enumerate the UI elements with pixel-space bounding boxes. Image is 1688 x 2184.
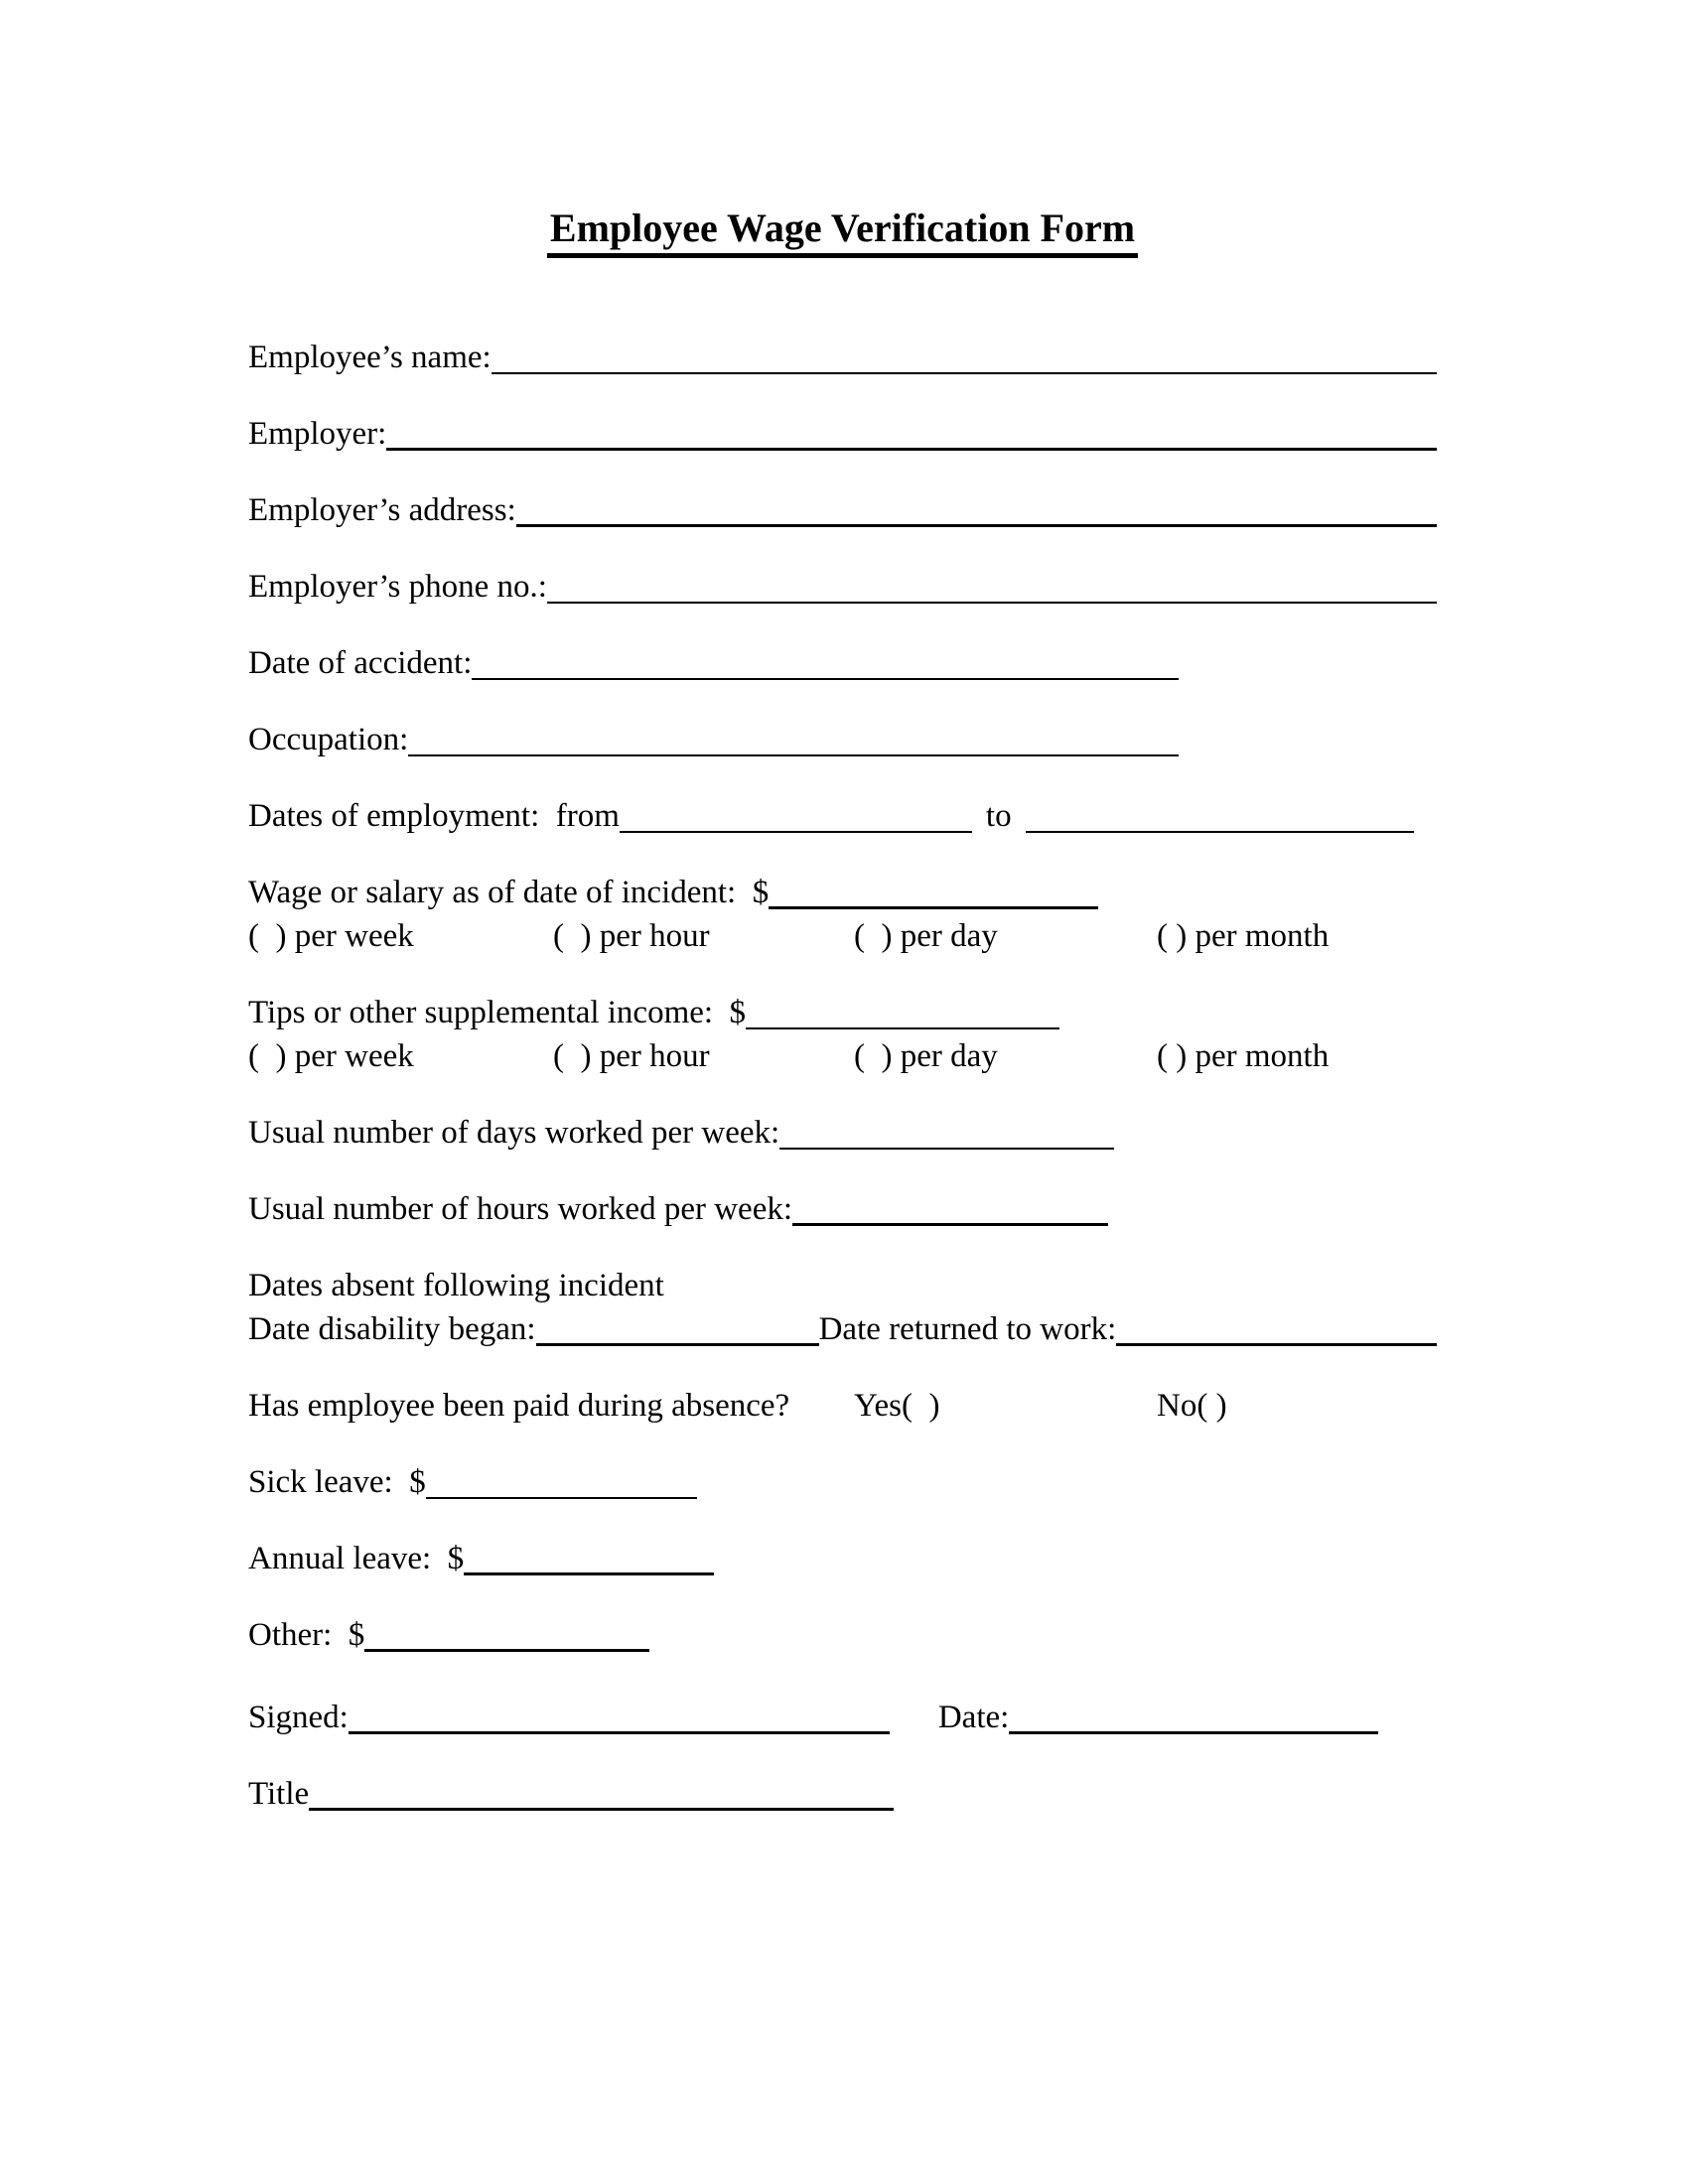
dates-of-employment-label: Dates of employment: from: [248, 798, 620, 834]
days-per-week-label: Usual number of days worked per week:: [248, 1115, 780, 1151]
tips-row: [248, 991, 1437, 1034]
employer-address-line: [516, 524, 1437, 527]
employer-label: Employer:: [248, 416, 387, 452]
employee-name-label: Employee’s name:: [248, 340, 492, 375]
occupation-line: [408, 754, 1179, 756]
employer-phone-row: [248, 565, 1437, 609]
date-of-accident-row: [248, 641, 1179, 685]
hours-per-week-line: [792, 1223, 1108, 1226]
sick-leave-label: Sick leave: $: [248, 1464, 426, 1500]
yes-checkbox-label: Yes( ): [854, 1388, 940, 1424]
other-line: [364, 1649, 649, 1652]
employment-from-line: [620, 831, 972, 833]
annual-leave-label: Annual leave: $: [248, 1541, 465, 1576]
employer-line: [386, 448, 1437, 451]
tips-per-week-checkbox-label: ( ) per week: [248, 1038, 414, 1074]
wage-period-options-row: [248, 914, 1437, 958]
date-label: Date:: [937, 1700, 1010, 1735]
employer-row: [248, 412, 1437, 456]
tips-per-month-checkbox-label: ( ) per month: [1157, 1038, 1330, 1074]
employer-phone-line: [547, 602, 1437, 604]
title-field-label: Title: [248, 1776, 310, 1812]
disability-began-line: [536, 1343, 819, 1346]
annual-leave-line: [464, 1572, 714, 1575]
date-line: [1009, 1731, 1378, 1734]
tips-label: Tips or other supplemental income: $: [248, 995, 747, 1030]
tips-per-day-checkbox-label: ( ) per day: [854, 1038, 998, 1074]
dates-absent-heading-row: [248, 1264, 1437, 1307]
other-label: Other: $: [248, 1617, 365, 1653]
hours-per-week-label: Usual number of hours worked per week:: [248, 1191, 793, 1227]
wage-row: [248, 871, 1437, 914]
date-of-accident-label: Date of accident:: [248, 645, 473, 681]
employer-address-row: [248, 488, 1437, 532]
disability-dates-row: [248, 1307, 1437, 1351]
wage-label: Wage or salary as of date of incident: $: [248, 875, 770, 910]
returned-to-work-label: Date returned to work:: [818, 1311, 1117, 1347]
signed-label: Signed:: [248, 1700, 349, 1735]
tips-per-hour-checkbox-label: ( ) per hour: [553, 1038, 710, 1074]
occupation-row: [248, 718, 1179, 761]
tips-period-options-row: [248, 1034, 1437, 1078]
wage-per-day-checkbox-label: ( ) per day: [854, 918, 998, 954]
wage-line: [769, 906, 1098, 909]
sick-leave-row: [248, 1460, 1437, 1504]
employment-to-line: [1026, 831, 1414, 833]
date-of-accident-line: [472, 678, 1179, 680]
employee-name-line: [492, 372, 1437, 374]
dates-of-employment-to-label: to: [985, 798, 1012, 834]
disability-began-label: Date disability began:: [248, 1311, 536, 1347]
signed-line: [349, 1731, 890, 1734]
annual-leave-row: [248, 1537, 1437, 1580]
returned-to-work-line: [1116, 1343, 1437, 1346]
wage-per-hour-checkbox-label: ( ) per hour: [553, 918, 710, 954]
wage-per-week-checkbox-label: ( ) per week: [248, 918, 414, 954]
form-title-text: Employee Wage Verification Form: [547, 205, 1138, 258]
employer-address-label: Employer’s address:: [248, 492, 516, 528]
days-per-week-line: [779, 1148, 1114, 1150]
title-field-line: [309, 1808, 894, 1811]
paid-during-absence-row: [248, 1384, 1437, 1428]
employer-phone-label: Employer’s phone no.:: [248, 569, 547, 605]
days-per-week-row: [248, 1111, 1437, 1155]
no-checkbox-label: No( ): [1157, 1388, 1227, 1424]
sick-leave-line: [426, 1497, 697, 1499]
tips-line: [746, 1027, 1059, 1029]
dates-of-employment-row: [248, 794, 1437, 838]
form-title: [248, 204, 1437, 256]
wage-per-month-checkbox-label: ( ) per month: [1157, 918, 1330, 954]
occupation-label: Occupation:: [248, 722, 409, 757]
hours-per-week-row: [248, 1187, 1437, 1231]
employee-name-row: [248, 336, 1437, 379]
signature-row: [248, 1696, 1437, 1739]
paid-during-absence-label: Has employee been paid during absence?: [248, 1388, 790, 1424]
title-field-row: [248, 1772, 1437, 1816]
dates-absent-heading: Dates absent following incident: [248, 1268, 664, 1303]
other-row: [248, 1613, 1437, 1657]
